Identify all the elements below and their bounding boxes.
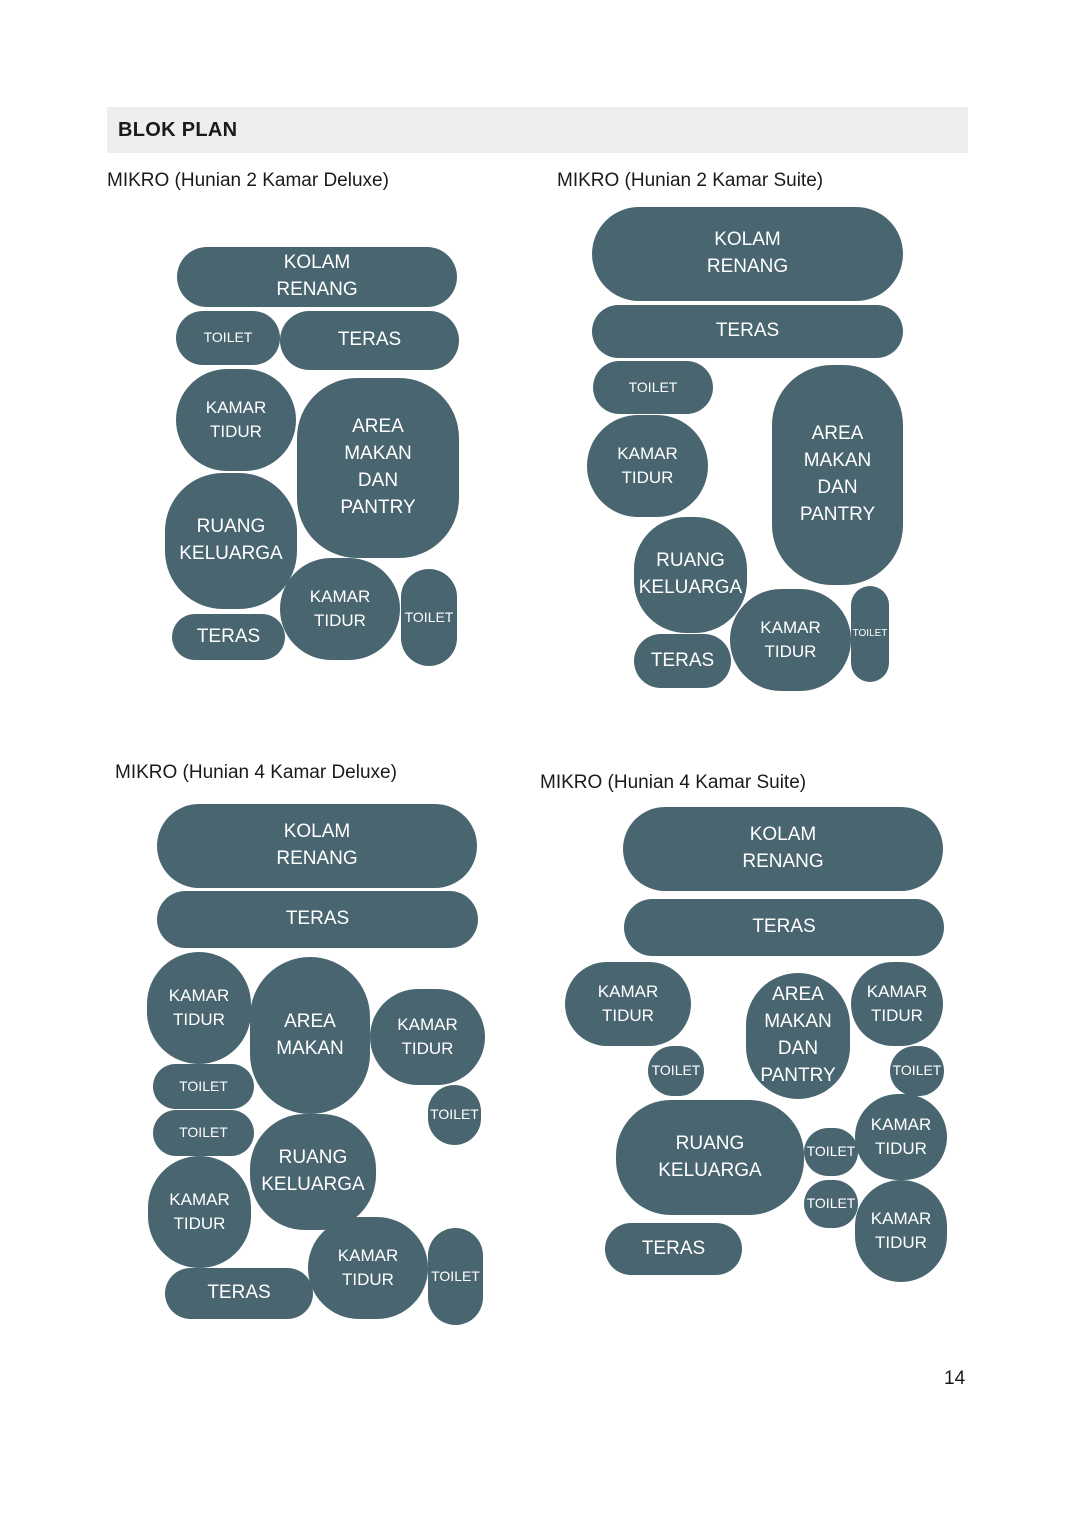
- room-toilet: TOILET: [153, 1110, 254, 1156]
- room-kamar-tidur: KAMAR TIDUR: [147, 952, 251, 1064]
- room-kolam-renang: KOLAM RENANG: [623, 807, 943, 891]
- room-kamar-tidur: KAMAR TIDUR: [308, 1217, 428, 1319]
- room-ruang-keluarga: RUANG KELUARGA: [250, 1114, 376, 1230]
- room-kolam-renang: KOLAM RENANG: [592, 207, 903, 301]
- room-ruang-keluarga: RUANG KELUARGA: [165, 473, 297, 609]
- room-toilet: TOILET: [401, 569, 457, 666]
- plan-caption-2-kamar-suite: MIKRO (Hunian 2 Kamar Suite): [557, 170, 824, 191]
- section-title: BLOK PLAN: [118, 119, 238, 141]
- room-teras: TERAS: [280, 311, 459, 370]
- room-teras: TERAS: [172, 614, 285, 660]
- room-area-makan-dan-pantry: AREA MAKAN DAN PANTRY: [746, 973, 850, 1099]
- page-number: 14: [944, 1368, 966, 1389]
- room-teras: TERAS: [624, 899, 944, 956]
- room-toilet: TOILET: [593, 361, 713, 414]
- room-ruang-keluarga: RUANG KELUARGA: [634, 517, 747, 633]
- plan-caption-4-kamar-deluxe: MIKRO (Hunian 4 Kamar Deluxe): [115, 762, 397, 783]
- room-toilet: TOILET: [428, 1228, 483, 1325]
- room-teras: TERAS: [165, 1268, 313, 1319]
- room-kamar-tidur: KAMAR TIDUR: [280, 558, 400, 660]
- room-teras: TERAS: [605, 1223, 742, 1275]
- room-teras: TERAS: [157, 891, 478, 948]
- section-header: [107, 107, 968, 153]
- room-toilet: TOILET: [648, 1046, 704, 1096]
- room-kamar-tidur: KAMAR TIDUR: [730, 589, 851, 691]
- room-kamar-tidur: KAMAR TIDUR: [370, 989, 485, 1085]
- room-ruang-keluarga: RUANG KELUARGA: [616, 1100, 804, 1215]
- plan-caption-2-kamar-deluxe: MIKRO (Hunian 2 Kamar Deluxe): [107, 170, 389, 191]
- room-kamar-tidur: KAMAR TIDUR: [148, 1156, 251, 1268]
- room-toilet: TOILET: [890, 1046, 944, 1096]
- room-kolam-renang: KOLAM RENANG: [157, 804, 477, 888]
- room-toilet: TOILET: [428, 1085, 481, 1145]
- room-kamar-tidur: KAMAR TIDUR: [176, 369, 296, 471]
- room-toilet: TOILET: [851, 586, 889, 682]
- room-kolam-renang: KOLAM RENANG: [177, 247, 457, 307]
- plan-caption-4-kamar-suite: MIKRO (Hunian 4 Kamar Suite): [540, 772, 807, 793]
- room-toilet: TOILET: [804, 1128, 858, 1176]
- room-kamar-tidur: KAMAR TIDUR: [855, 1180, 947, 1282]
- room-toilet: TOILET: [176, 311, 280, 365]
- room-area-makan-dan-pantry: AREA MAKAN DAN PANTRY: [297, 378, 459, 558]
- room-toilet: TOILET: [153, 1064, 254, 1109]
- room-kamar-tidur: KAMAR TIDUR: [587, 415, 708, 517]
- room-toilet: TOILET: [804, 1180, 858, 1228]
- room-teras: TERAS: [634, 634, 731, 688]
- room-area-makan: AREA MAKAN: [250, 957, 370, 1114]
- room-kamar-tidur: KAMAR TIDUR: [855, 1094, 947, 1180]
- room-area-makan-dan-pantry: AREA MAKAN DAN PANTRY: [772, 365, 903, 585]
- room-kamar-tidur: KAMAR TIDUR: [565, 962, 691, 1046]
- room-teras: TERAS: [592, 305, 903, 358]
- room-kamar-tidur: KAMAR TIDUR: [851, 962, 943, 1046]
